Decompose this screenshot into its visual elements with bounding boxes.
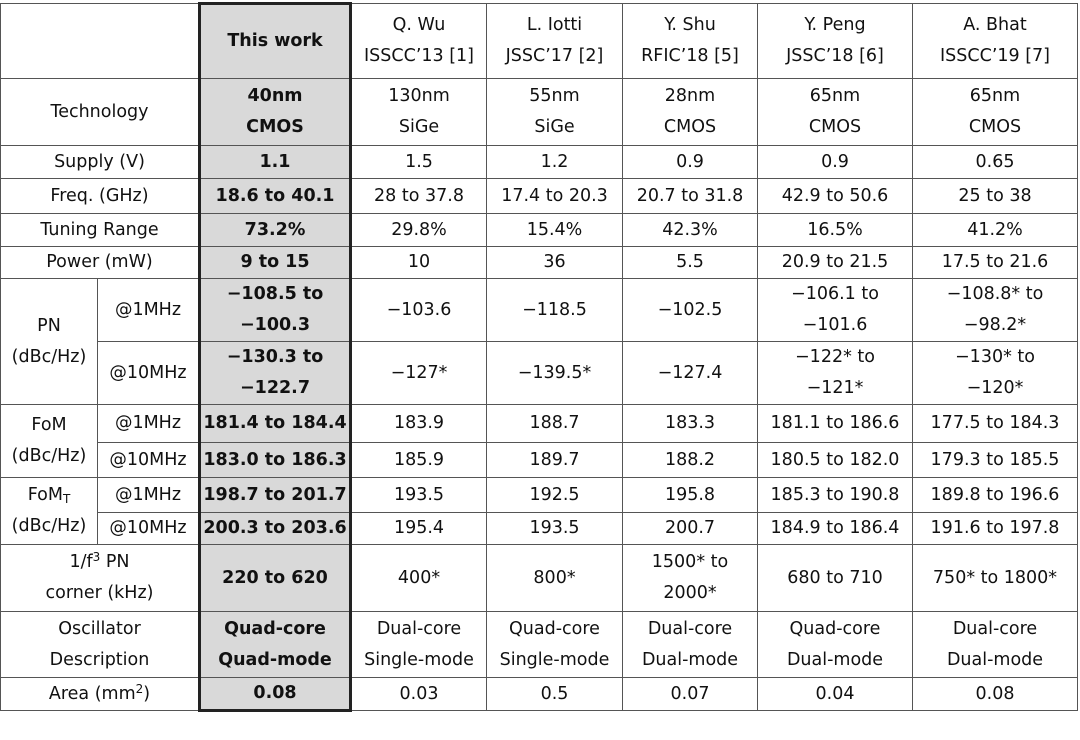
fom-unit: (dBc/Hz) [11,446,87,466]
cell-value: 36 [543,252,566,272]
fomt-1mhz-row [1,478,1078,513]
ref-cell [913,513,1078,545]
cell-value: 15.4% [526,219,583,240]
cell-value: 177.5 to 184.3 [930,413,1060,433]
ref-author: Y. Shu [664,15,716,35]
cell-value: 29.8% [391,219,447,240]
row-label-area [1,678,200,711]
cell-value: 200.3 to 203.6 [203,518,347,538]
ref-cell [913,342,1078,405]
this-work-cell [200,443,351,478]
cell-line-1: Quad-core [509,618,600,639]
corner-pre: 1/f [69,552,93,572]
ref-cell [913,443,1078,478]
ref-cell [623,214,758,247]
tuning-row [1,214,1078,247]
ref-cell [351,247,487,279]
cell-line-1: 28nm [664,86,716,106]
ref-venue: ISSCC’13 [1] [364,46,474,66]
ref-cell [487,79,623,146]
offset-label: @1MHz [98,405,200,443]
ref-cell [351,612,487,678]
fomt-label [3,480,95,511]
power-row [1,247,1078,279]
row-label-oscillator [1,612,200,678]
cell-value: 193.5 [529,518,580,538]
ref-cell [623,79,758,146]
ref-cell [487,612,623,678]
this-work-cell [200,405,351,443]
comparison-table-wrapper [0,2,1078,712]
cell-value: 198.7 to 201.7 [203,484,347,505]
cell-value: 18.6 to 40.1 [215,185,335,206]
this-work-cell [200,342,351,405]
area-superscript: 2 [135,681,144,696]
offset-label: @1MHz [98,279,200,342]
ref-cell [487,443,623,478]
row-label-power: Power (mW) [1,247,200,279]
cell-value: 5.5 [676,252,704,272]
corner-label [3,547,196,578]
osc-label-1: Oscillator [58,618,141,639]
cell-line-1: Quad-core [789,618,881,639]
cell-line-2: SiGe [398,117,440,137]
ref-cell [623,342,758,405]
ref-cell [758,79,913,146]
corner-row [1,545,1078,612]
this-work-cell [200,247,351,279]
cell-value: 0.5 [540,683,569,704]
cell-value: 183.9 [393,413,445,433]
cell-value: 42.9 to 50.6 [781,185,889,206]
cell-value: 183.3 [664,413,716,433]
fomt-10mhz-row [1,513,1078,545]
ref-cell [913,214,1078,247]
ref-cell [487,342,623,405]
pn-label: PN [37,315,61,336]
cell-line-1: −127.4 [657,362,723,383]
cell-line-1: Dual-core [647,618,733,639]
cell-value: 0.03 [399,683,439,704]
area-pre: Area (mm [48,683,136,704]
ref-cell [623,545,758,612]
corner-superscript: 3 [92,550,101,564]
this-work-cell [200,513,351,545]
ref-cell [758,545,913,612]
cell-value: 0.04 [815,683,855,704]
row-label-pn [1,279,98,405]
cell-value: 17.5 to 21.6 [941,252,1049,272]
this-work-cell [200,478,351,513]
row-label-tuning: Tuning Range [1,214,200,247]
ref-cell [623,612,758,678]
ref-cell [351,678,487,711]
cell-line-1: −118.5 [522,299,587,320]
ref-cell [913,79,1078,146]
cell-line-2: −98.2* [963,315,1027,335]
cell-value: 195.4 [393,518,445,538]
this-work-header: This work [200,4,351,79]
cell-line-1: −130.3 to [226,347,324,367]
ref-cell [758,247,913,279]
this-work-cell [200,79,351,146]
cell-line-2: Single-mode [364,649,474,670]
cell-line-1: 55nm [529,86,580,106]
cell-line-2: Dual-mode [946,649,1044,670]
ref-cell [758,443,913,478]
cell-line-1: −108.8* to [946,284,1044,304]
cell-value: 0.08 [975,683,1015,704]
ref-cell [351,443,487,478]
cell-value: 0.08 [253,683,297,703]
ref-cell [351,405,487,443]
ref-author: Q. Wu [392,15,446,35]
cell-value: 0.07 [670,683,710,704]
cell-line-1: −139.5* [517,362,592,383]
offset-label: @1MHz [98,478,200,513]
this-work-cell [200,214,351,247]
pn-1mhz-row [1,279,1078,342]
ref-cell [623,146,758,179]
this-work-cell [200,146,351,179]
corner-post: PN [100,552,130,572]
cell-value: 179.3 to 185.5 [930,449,1060,470]
ref-cell [913,612,1078,678]
cell-value: 28 to 37.8 [374,185,464,206]
cell-value: 195.8 [664,484,716,505]
ref-cell [487,478,623,513]
ref-venue: ISSCC’19 [7] [940,46,1050,66]
cell-value: 189.8 to 196.6 [930,484,1060,505]
cell-line-1: −102.5 [657,299,723,320]
ref-cell [351,179,487,214]
cell-line-2: Single-mode [499,649,610,670]
ref-cell [487,678,623,711]
ref-cell [758,342,913,405]
ref-header [913,4,1078,79]
cell-value: 181.1 to 186.6 [770,413,900,433]
ref-header [623,4,758,79]
ref-header [351,4,487,79]
cell-line-2: Dual-mode [641,649,739,670]
cell-line-1: −106.1 to [791,284,879,304]
cell-line-2: SiGe [534,117,575,137]
ref-cell [623,478,758,513]
offset-label: @10MHz [98,513,200,545]
cell-value: 188.7 [529,413,580,433]
ref-cell [758,279,913,342]
cell-line-2: −120* [966,378,1024,398]
ref-cell [351,279,487,342]
cell-line-2: 2000* [663,583,717,603]
ref-cell [487,214,623,247]
this-work-cell [200,179,351,214]
cell-line-2: −101.6 [802,315,868,335]
ref-cell [913,405,1078,443]
ref-cell [351,79,487,146]
ref-cell [487,279,623,342]
ref-cell [351,513,487,545]
ref-cell [758,612,913,678]
row-label-fomt [1,478,98,545]
row-label-corner [1,545,200,612]
ref-cell [913,545,1078,612]
comparison-table [0,2,1078,712]
cell-value: 17.4 to 20.3 [501,185,608,206]
supply-row [1,146,1078,179]
cell-value: 41.2% [967,219,1023,240]
cell-value: 180.5 to 182.0 [770,449,900,470]
ref-cell [623,247,758,279]
cell-line-2: Dual-mode [786,649,884,670]
cell-value: 183.0 to 186.3 [203,449,347,470]
ref-cell [623,405,758,443]
ref-cell [623,279,758,342]
cell-line-1: 40nm [247,86,303,106]
cell-line-1: −108.5 to [226,284,324,304]
cell-value: 184.9 to 186.4 [770,518,900,538]
cell-line-1: Quad-core [224,618,326,639]
ref-author: A. Bhat [963,15,1027,35]
ref-cell [913,179,1078,214]
pn-10mhz-row [1,342,1078,405]
cell-value: 20.7 to 31.8 [636,185,744,206]
cell-line-1: Dual-core [376,618,462,639]
ref-cell [758,179,913,214]
ref-cell [487,545,623,612]
ref-cell [758,146,913,179]
cell-line-1: 800* [533,567,576,588]
cell-line-1: 400* [397,567,441,588]
cell-value: 0.9 [821,151,849,172]
cell-line-2: CMOS [808,117,862,137]
cell-value: 1.1 [259,151,291,172]
cell-value: 42.3% [662,219,718,240]
ref-header [487,4,623,79]
cell-line-1: 1500* to [651,552,729,572]
ref-venue: JSSC’17 [2] [505,46,604,66]
cell-value: 200.7 [664,518,716,538]
ref-cell [487,513,623,545]
fom-label: FoM [31,415,67,435]
ref-cell [487,179,623,214]
cell-line-1: −127* [390,362,448,383]
ref-author: Y. Peng [804,15,866,35]
cell-value: 1.5 [405,151,433,172]
cell-value: 192.5 [529,484,580,505]
technology-row [1,79,1078,146]
cell-line-2: CMOS [246,117,304,137]
cell-value: 0.9 [676,151,704,172]
ref-venue: RFIC’18 [5] [641,46,739,66]
ref-cell [351,342,487,405]
area-post: ) [143,683,151,704]
offset-label: @10MHz [98,342,200,405]
this-work-cell [200,279,351,342]
ref-cell [487,146,623,179]
cell-line-1: 750* to 1800* [932,567,1058,588]
cell-line-1: 130nm [388,86,450,106]
ref-cell [758,678,913,711]
fomt-base: FoM [27,485,63,505]
cell-value: 185.3 to 190.8 [770,484,900,505]
ref-cell [758,513,913,545]
cell-value: 10 [407,252,431,272]
cell-value: 189.7 [529,449,580,470]
cell-line-1: 65nm [809,86,861,106]
fomt-subscript: T [62,492,71,506]
ref-cell [913,478,1078,513]
cell-value: 0.65 [975,151,1015,172]
cell-value: 185.9 [393,449,445,470]
cell-line-2: CMOS [663,117,717,137]
cell-line-1: 680 to 710 [787,567,883,588]
cell-line-2: Quad-mode [218,649,332,670]
row-label-supply: Supply (V) [1,146,200,179]
fom-10mhz-row [1,443,1078,478]
ref-cell [351,478,487,513]
cell-line-2: −121* [806,378,864,398]
this-work-cell [200,678,351,711]
ref-cell [623,443,758,478]
ref-cell [758,214,913,247]
cell-line-1: 65nm [969,86,1021,106]
ref-venue: JSSC’18 [6] [786,46,884,66]
header-row [1,4,1078,79]
ref-cell [913,279,1078,342]
ref-author: L. Iotti [526,15,583,35]
cell-line-1: Dual-core [952,618,1038,639]
ref-cell [913,678,1078,711]
cell-value: 9 to 15 [240,252,310,272]
cell-line-1: 220 to 620 [222,567,328,588]
ref-cell [623,678,758,711]
ref-cell [913,247,1078,279]
ref-cell [758,478,913,513]
ref-header [758,4,913,79]
cell-value: 20.9 to 21.5 [781,252,889,272]
cell-line-2: −100.3 [239,315,311,335]
cell-value: 188.2 [664,449,716,470]
cell-value: 191.6 to 197.8 [930,518,1060,538]
corner-unit: corner (kHz) [45,583,154,603]
ref-cell [351,545,487,612]
cell-value: 25 to 38 [958,185,1032,206]
cell-line-2: CMOS [968,117,1022,137]
ref-cell [913,146,1078,179]
this-work-cell [200,545,351,612]
cell-value: 16.5% [807,219,863,240]
cell-line-1: −103.6 [386,299,452,320]
row-label-fom [1,405,98,478]
cell-value: 181.4 to 184.4 [203,413,347,433]
ref-cell [623,179,758,214]
fom-1mhz-row [1,405,1078,443]
row-label-freq: Freq. (GHz) [1,179,200,214]
ref-cell [487,405,623,443]
cell-value: 73.2% [244,219,306,240]
cell-value: 1.2 [540,151,569,172]
osc-label-2: Description [49,649,150,670]
freq-row [1,179,1078,214]
cell-line-2: −122.7 [239,378,311,398]
row-label-technology: Technology [1,79,200,146]
ref-cell [351,214,487,247]
pn-unit: (dBc/Hz) [11,346,87,367]
offset-label: @10MHz [98,443,200,478]
area-row [1,678,1078,711]
oscillator-row [1,612,1078,678]
fomt-unit: (dBc/Hz) [11,516,87,536]
table-body [1,4,1078,711]
this-work-cell [200,612,351,678]
cell-line-1: −122* to [795,347,875,367]
corner-cell [1,4,200,79]
cell-line-1: −130* to [955,347,1035,367]
cell-value: 193.5 [393,484,445,505]
ref-cell [487,247,623,279]
ref-cell [351,146,487,179]
ref-cell [758,405,913,443]
ref-cell [623,513,758,545]
